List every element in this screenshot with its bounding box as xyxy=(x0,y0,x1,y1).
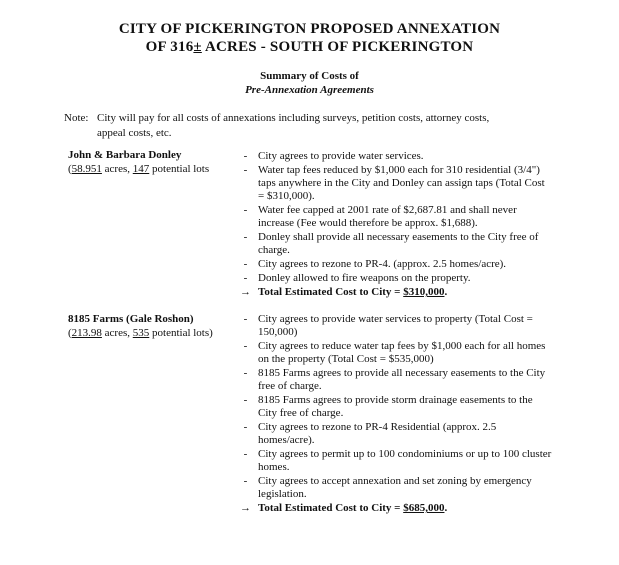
note-paragraph xyxy=(64,111,544,141)
bullet-dash: - xyxy=(243,367,248,379)
item-text: City agrees to accept annexation and set zoning by emergency legislation. xyxy=(258,475,532,500)
item-text: 8185 Farms agrees to provide storm drainage easements to the City free of charge. xyxy=(258,394,533,419)
subtitle-line2: Pre-Annexation Agreements xyxy=(245,84,374,96)
total-label: Total Estimated Cost to City = xyxy=(258,502,404,514)
item-text: City agrees to provide water services. xyxy=(258,150,424,162)
party-acreage: (58.951 acres, 147 potential lots xyxy=(68,163,210,175)
donley-terms-list xyxy=(233,150,553,300)
list-item xyxy=(233,258,553,271)
item-text: Water fee capped at 2001 rate of $2,687.81 and shall never increase (Fee would therefore be approx. $1,688). xyxy=(258,204,517,229)
acres-value: 58.951 xyxy=(71,163,102,175)
total-amount: $685,000 xyxy=(403,502,445,514)
note-line2: appeal costs, etc. xyxy=(97,127,172,139)
bullet-dash: - xyxy=(243,204,248,216)
title-line2-prefix: OF 316 xyxy=(145,39,194,55)
total-suffix: . xyxy=(444,286,448,298)
list-item xyxy=(233,421,553,447)
party-8185-farms xyxy=(68,312,213,340)
item-text: 8185 Farms agrees to provide all necessary easements to the City free of charge. xyxy=(258,367,546,392)
bullet-dash: - xyxy=(243,340,248,352)
party-name: John & Barbara Donley xyxy=(68,149,182,161)
bullet-dash: - xyxy=(243,448,248,460)
note-label: Note: xyxy=(64,112,89,124)
total-text xyxy=(258,286,553,299)
item-text: City agrees to provide water services to property (Total Cost = 150,000) xyxy=(258,313,533,338)
item-text: City agrees to permit up to 100 condominiums or up to 100 cluster homes. xyxy=(258,448,552,473)
bullet-dash: - xyxy=(243,475,248,487)
list-item xyxy=(233,448,553,474)
acres-label: acres, xyxy=(101,327,133,339)
lots-value: 147 xyxy=(132,163,150,175)
document-title-line1 xyxy=(0,21,619,38)
list-item xyxy=(233,164,553,203)
acres-prefix: ( xyxy=(68,327,72,339)
acres-value: 213.98 xyxy=(71,327,102,339)
lots-label: potential lots) xyxy=(149,327,213,339)
bullet-dash: - xyxy=(243,313,248,325)
list-item xyxy=(233,204,553,230)
total-text xyxy=(258,502,553,515)
lots-value: 535 xyxy=(132,327,150,339)
total-amount: $310,000 xyxy=(403,286,445,298)
arrow-right-icon: → xyxy=(240,502,251,514)
item-text: Donley allowed to fire weapons on the property. xyxy=(258,272,471,284)
acres-label: acres, xyxy=(101,163,133,175)
bullet-dash: - xyxy=(243,421,248,433)
list-item xyxy=(233,150,553,163)
title-line2-suffix: ACRES - SOUTH OF PICKERINGTON xyxy=(201,39,474,55)
item-text: City agrees to rezone to PR-4 Residential (approx. 2.5 homes/acre). xyxy=(258,421,497,446)
subtitle-line1: Summary of Costs of xyxy=(260,70,359,82)
title-line1-text: CITY OF PICKERINGTON PROPOSED ANNEXATION xyxy=(118,21,501,37)
bullet-dash: - xyxy=(243,394,248,406)
bullet-dash: - xyxy=(243,164,248,176)
list-item xyxy=(233,272,553,285)
bullet-dash: - xyxy=(243,231,248,243)
farms-terms-list xyxy=(233,313,553,516)
list-item xyxy=(233,367,553,393)
bullet-dash: - xyxy=(243,258,248,270)
party-acreage xyxy=(68,326,213,340)
item-text: Water tap fees reduced by $1,000 each for 310 residential (3/4") taps anywhere in the City and Donley can assign taps (Total Cost = $310,000). xyxy=(258,164,545,202)
lots-label: potential lots xyxy=(149,163,210,175)
bullet-dash: - xyxy=(243,272,248,284)
arrow-right-icon: → xyxy=(240,286,251,298)
list-item xyxy=(233,394,553,420)
total-suffix: . xyxy=(444,502,448,514)
note-line1: City will pay for all costs of annexations including surveys, petition costs, attorney costs, xyxy=(97,112,490,124)
bullet-dash: - xyxy=(243,150,248,162)
plus-minus-symbol: ± xyxy=(193,39,202,55)
party-donley xyxy=(68,148,209,176)
total-row xyxy=(233,502,553,515)
document-title-line2 xyxy=(0,39,619,56)
list-item xyxy=(233,313,553,339)
total-label: Total Estimated Cost to City = xyxy=(258,286,404,298)
party-name: 8185 Farms (Gale Roshon) xyxy=(68,313,194,325)
list-item xyxy=(233,475,553,501)
item-text: City agrees to rezone to PR-4. (approx. 2.5 homes/acre). xyxy=(258,258,507,270)
list-item xyxy=(233,231,553,257)
list-item xyxy=(233,340,553,366)
item-text: City agrees to reduce water tap fees by $1,000 each for all homes on the property (Total Cost = $535,000) xyxy=(258,340,546,365)
total-row xyxy=(233,286,553,299)
item-text: Donley shall provide all necessary easements to the City free of charge. xyxy=(258,231,539,256)
